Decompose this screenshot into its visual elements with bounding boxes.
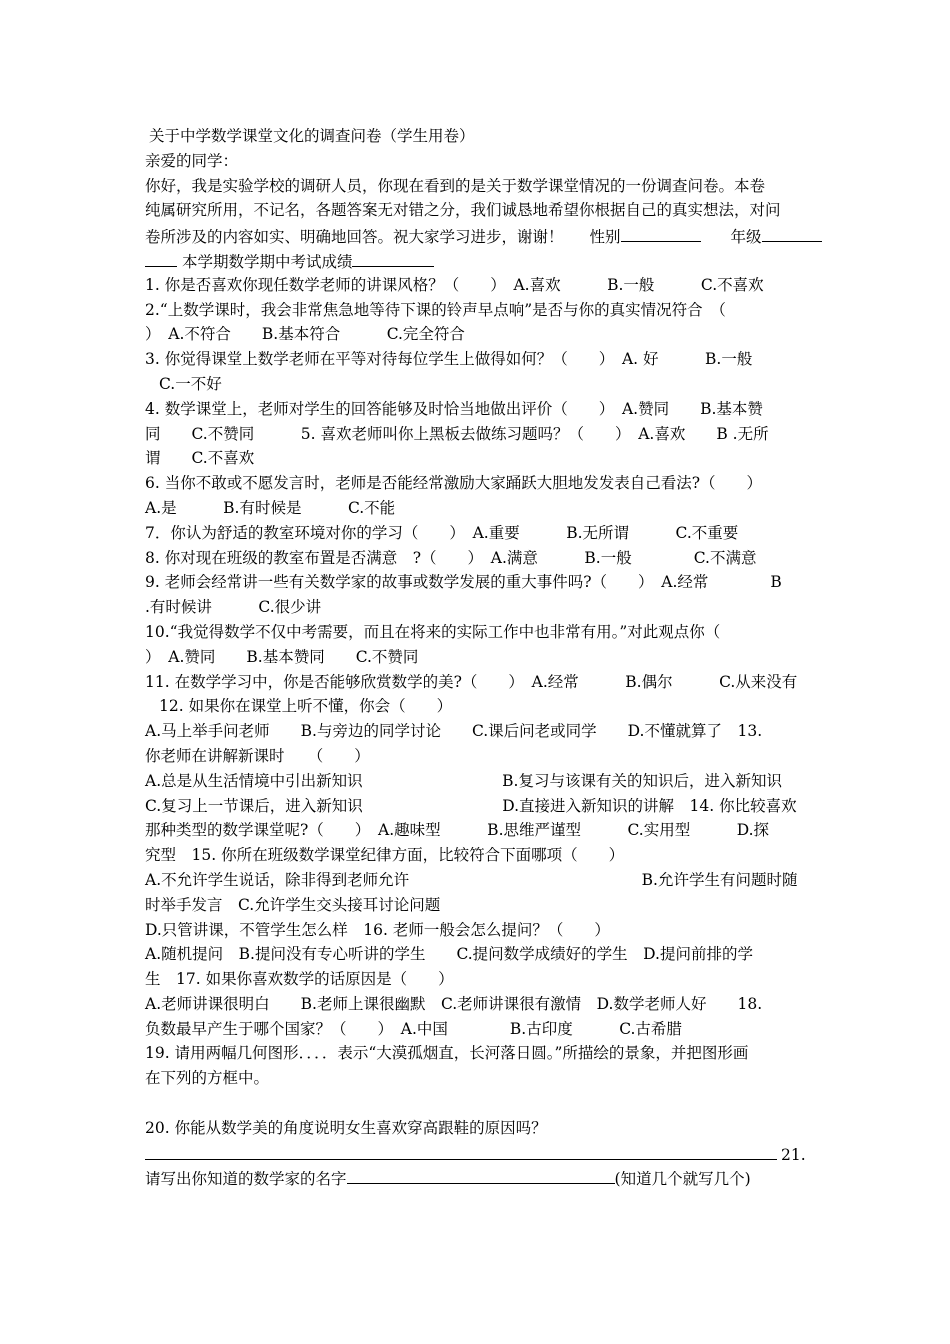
question-20: 20. 你能从数学美的角度说明女生喜欢穿高跟鞋的原因吗？ bbox=[145, 1118, 547, 1137]
question-line: 11. 在数学学习中，你是否能够欣赏数学的美?（ ） A.经常 B.偶尔 C.从来没有 bbox=[145, 672, 798, 691]
question-line: C.一不好 bbox=[159, 374, 222, 393]
greeting: 亲爱的同学： bbox=[145, 151, 239, 170]
question-line: 究型 15. 你所在班级数学课堂纪律方面，比较符合下面哪项（ ） bbox=[145, 846, 625, 865]
question-line: 1. 你是否喜欢你现任数学老师的讲课风格？（ ） A.喜欢 B.一般 C.不喜欢 bbox=[145, 275, 764, 294]
answer-blank-21[interactable] bbox=[347, 1165, 615, 1184]
question-line: 4. 数学课堂上，老师对学生的回答能够及时恰当地做出评价（ ） A.赞同 B.基本赞 bbox=[145, 399, 763, 418]
question-line: 负数最早产生于哪个国家？（ ） A.中国 B.古印度 C.古希腊 bbox=[145, 1019, 682, 1038]
question-21-number: 21. bbox=[781, 1145, 806, 1164]
question-line: 同 C.不赞同 5. 喜欢老师叫你上黑板去做练习题吗？（ ） A.喜欢 B .无所 bbox=[145, 424, 769, 443]
question-line: 生 17. 如果你喜欢数学的话原因是（ ） bbox=[145, 970, 454, 989]
question-line: 2.“上数学课时，我会非常焦急地等待下课的铃声早点响”是否与你的真实情况符合 （ bbox=[145, 300, 726, 319]
question-line: 7．你认为舒适的教室环境对你的学习（ ） A.重要 B.无所谓 C.不重要 bbox=[145, 523, 739, 542]
grade-blank-continued[interactable] bbox=[145, 248, 177, 267]
intro-line-1: 你好，我是实验学校的调研人员，你现在看到的是关于数学课堂情况的一份调查问卷。本卷 bbox=[145, 176, 766, 195]
gender-label: 性别 bbox=[589, 228, 621, 247]
question-line: 8. 你对现在班级的教室布置是否满意 ?（ ） A.满意 B.一般 C.不满意 bbox=[145, 548, 757, 567]
grade-label: 年级 bbox=[730, 228, 762, 247]
question-line: 6. 当你不敢或不愿发言时，老师是否能经常激励大家踊跃大胆地发发表自己看法?（ ） bbox=[145, 474, 763, 493]
question-line: 12. 如果你在课堂上听不懂，你会（ ） bbox=[159, 697, 453, 716]
question-21-text: 请写出你知道的数学家的名字 bbox=[145, 1170, 347, 1189]
question-list bbox=[145, 273, 810, 1091]
question-line: A.老师讲课很明白 B.老师上课很幽默 C.老师讲课很有激情 D.数学老师人好 18. bbox=[145, 994, 763, 1013]
score-blank[interactable] bbox=[352, 248, 434, 267]
question-line: A.是 B.有时候是 C.不能 bbox=[145, 498, 396, 517]
question-line: 3. 你觉得课堂上数学老师在平等对待每位学生上做得如何？（ ） A. 好 B.一般 bbox=[145, 350, 753, 369]
question-line: A.马上举手问老师 B.与旁边的同学讨论 C.课后问老或同学 D.不懂就算了 13. bbox=[145, 722, 763, 741]
question-line: A.随机提问 B.提问没有专心听讲的学生 C.提问数学成绩好的学生 D.提问前排的学 bbox=[145, 945, 753, 964]
question-line: 谓 C.不喜欢 bbox=[145, 449, 255, 468]
question-line: 那种类型的数学课堂呢?（ ） A.趣味型 B.思维严谨型 C.实用型 D.探 bbox=[145, 821, 770, 840]
question-line: 时举手发言 C.允许学生交头接耳讨论问题 bbox=[145, 895, 441, 914]
score-label: 本学期数学期中考试成绩 bbox=[181, 252, 353, 271]
score-line bbox=[145, 248, 810, 273]
question-line: A.不允许学生说话，除非得到老师允许 B.允许学生有问题时随 bbox=[145, 870, 798, 889]
grade-blank[interactable] bbox=[762, 223, 822, 242]
document-title: 关于中学数学课堂文化的调查问卷（学生用卷） bbox=[149, 127, 475, 145]
question-line: 在下列的方框中。 bbox=[145, 1069, 270, 1088]
questionnaire-body bbox=[145, 124, 810, 1190]
intro-line-2: 纯属研究所用，不记名，各题答案无对错之分，我们诚恳地希望你根据自己的真实想法，对问 bbox=[145, 201, 781, 220]
question-line: 9. 老师会经常讲一些有关数学家的故事或数学发展的重大事件吗?（ ） A.经常 B bbox=[145, 573, 782, 592]
question-21-tail: (知道几个就写几个) bbox=[614, 1170, 751, 1189]
question-20-answer-line bbox=[145, 1141, 810, 1166]
answer-blank-20[interactable] bbox=[145, 1141, 777, 1160]
question-line: A.总是从生活情境中引出新知识 B.复习与该课有关的知识后，进入新知识 bbox=[145, 771, 782, 790]
question-line: D.只管讲课，不管学生怎么样 16. 老师一般会怎么提问？（ ） bbox=[145, 920, 610, 939]
gender-blank[interactable] bbox=[621, 223, 701, 242]
intro-line-3: 卷所涉及的内容如实、明确地回答。祝大家学习进步，谢谢！ 性别 年级 bbox=[145, 223, 810, 248]
question-line: .有时候讲 C.很少讲 bbox=[145, 598, 322, 617]
question-line: 10.“我觉得数学不仅中考需要，而且在将来的实际工作中也非常有用。”对此观点你（ bbox=[145, 622, 721, 641]
question-line: 你老师在讲解新课时 （ ） bbox=[145, 746, 370, 765]
question-line: 19. 请用两幅几何图形．．．．表示“大漠孤烟直，长河落日圆。”所描绘的景象，并把图形画 bbox=[145, 1044, 749, 1063]
question-line: ） A.不符合 B.基本符合 C.完全符合 bbox=[145, 325, 465, 344]
question-line: C.复习上一节课后，进入新知识 D.直接进入新知识的讲解 14. 你比较喜欢 bbox=[145, 796, 797, 815]
drawing-box-space bbox=[145, 1091, 810, 1116]
question-line: ） A.赞同 B.基本赞同 C.不赞同 bbox=[145, 647, 419, 666]
question-21 bbox=[145, 1165, 810, 1190]
